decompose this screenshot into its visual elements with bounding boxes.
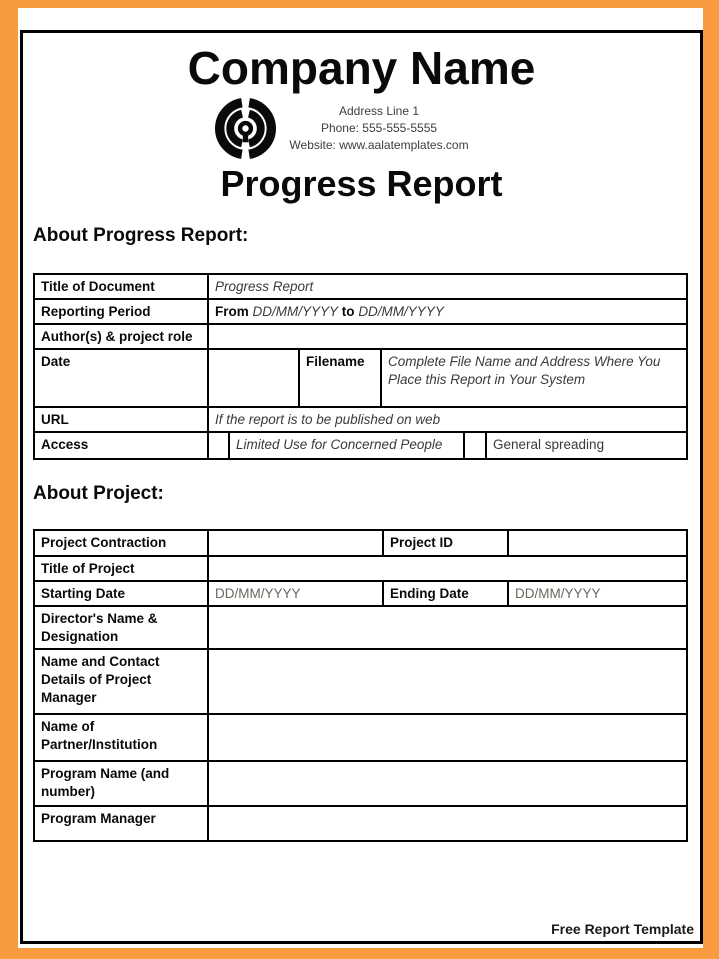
about-project-table xyxy=(33,529,688,842)
title-of-document-value[interactable]: Progress Report xyxy=(208,274,687,299)
access-option-general: General spreading xyxy=(486,432,687,459)
table-row xyxy=(34,407,687,432)
table-row xyxy=(34,806,687,841)
table-row xyxy=(34,761,687,806)
table-row xyxy=(34,299,687,324)
reporting-period-value[interactable] xyxy=(208,299,687,324)
row-label-partner: Name of Partner/Institution xyxy=(34,714,208,761)
row-label-program-name: Program Name (and number) xyxy=(34,761,208,806)
footer-note: Free Report Template xyxy=(551,921,694,937)
about-project-heading: About Project: xyxy=(33,483,164,504)
table-row xyxy=(34,649,687,714)
table-row xyxy=(34,556,687,581)
filename-hint[interactable]: Complete File Name and Address Where You Place this Report in Your System xyxy=(381,349,687,407)
project-id-input-cell[interactable] xyxy=(508,530,687,556)
row-label-date: Date xyxy=(34,349,208,407)
access-option-limited: Limited Use for Concerned People xyxy=(229,432,464,459)
program-name-input-cell[interactable] xyxy=(208,761,687,806)
table-row xyxy=(34,274,687,299)
project-id-label: Project ID xyxy=(383,530,508,556)
address-line: Address Line 1 xyxy=(338,104,420,118)
filename-label: Filename xyxy=(299,349,381,407)
row-label-url: URL xyxy=(34,407,208,432)
company-name: Company Name xyxy=(187,42,536,94)
row-label-director: Director's Name & Designation xyxy=(34,606,208,649)
program-manager-input-cell[interactable] xyxy=(208,806,687,841)
table-row xyxy=(34,349,687,407)
row-label-project-contraction: Project Contraction xyxy=(34,530,208,556)
authors-input-cell[interactable] xyxy=(208,324,687,349)
access-checkbox-cell-1[interactable] xyxy=(208,432,229,459)
project-manager-input-cell[interactable] xyxy=(208,649,687,714)
row-label-title-of-project: Title of Project xyxy=(34,556,208,581)
company-contact-block xyxy=(289,103,468,154)
website-line: Website: www.aalatemplates.com xyxy=(289,138,469,152)
to-date-value[interactable]: DD/MM/YYYY xyxy=(358,304,444,319)
row-label-title-of-document: Title of Document xyxy=(34,274,208,299)
row-label-authors: Author(s) & project role xyxy=(34,324,208,349)
row-label-reporting-period: Reporting Period xyxy=(34,299,208,324)
partner-input-cell[interactable] xyxy=(208,714,687,761)
date-input-cell[interactable] xyxy=(208,349,299,407)
phone-line: Phone: 555-555-5555 xyxy=(320,121,438,135)
row-label-program-manager: Program Manager xyxy=(34,806,208,841)
project-contraction-input-cell[interactable] xyxy=(208,530,383,556)
company-logo-icon xyxy=(214,95,277,162)
ending-date-label: Ending Date xyxy=(383,581,508,606)
about-report-table xyxy=(33,273,688,460)
brand-row xyxy=(3,95,680,162)
ending-date-value[interactable]: DD/MM/YYYY xyxy=(508,581,687,606)
table-row xyxy=(34,606,687,649)
table-row xyxy=(34,530,687,556)
row-label-starting-date: Starting Date xyxy=(34,581,208,606)
from-date-value[interactable]: DD/MM/YYYY xyxy=(252,304,339,319)
starting-date-value[interactable]: DD/MM/YYYY xyxy=(208,581,383,606)
document-page xyxy=(20,30,703,944)
title-of-project-input-cell[interactable] xyxy=(208,556,687,581)
director-input-cell[interactable] xyxy=(208,606,687,649)
table-row xyxy=(34,432,687,459)
row-label-access: Access xyxy=(34,432,208,459)
row-label-project-manager: Name and Contact Details of Project Manager xyxy=(34,649,208,714)
table-row xyxy=(34,714,687,761)
report-title: Progress Report xyxy=(220,163,503,204)
about-report-heading: About Progress Report: xyxy=(33,225,249,246)
url-hint[interactable]: If the report is to be published on web xyxy=(208,407,687,432)
from-label: From xyxy=(215,304,249,319)
to-label: to xyxy=(341,304,355,319)
table-row xyxy=(34,324,687,349)
access-checkbox-cell-2[interactable] xyxy=(464,432,486,459)
table-row xyxy=(34,581,687,606)
